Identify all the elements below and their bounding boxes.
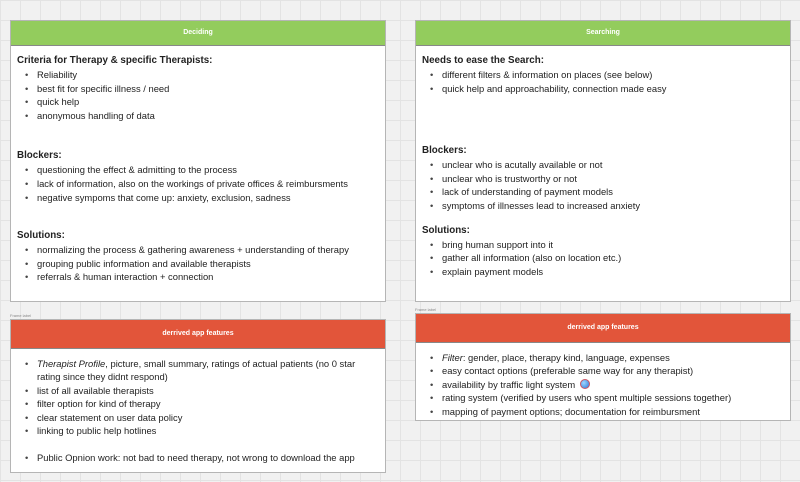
list-item: • linking to public help hotlines	[37, 424, 379, 437]
list-item: • Public Opnion work: not bad to need therapy, not wrong to download the app	[37, 451, 379, 464]
feature-desc: availability by traffic light system	[442, 378, 576, 390]
list-item	[442, 351, 784, 364]
list-item: • quick help	[37, 95, 379, 109]
needs-title: Needs to ease the Search:	[422, 55, 544, 66]
features-right-header: derrived app features	[416, 314, 790, 343]
list-item: • quick help and approachability, connection made easy	[442, 82, 784, 96]
blockers-list	[422, 158, 784, 212]
deciding-card[interactable]	[10, 20, 386, 302]
list-item: • best fit for specific illness / need	[37, 82, 379, 96]
list-item: • explain payment models	[442, 265, 784, 279]
searching-card[interactable]	[415, 20, 791, 302]
feature-desc: : gender, place, therapy kind, language, expenses	[462, 352, 670, 363]
list-item: • rating system (verified by users who spent multiple sessions together)	[442, 391, 784, 404]
searching-header: Searching	[416, 21, 790, 46]
list-item: • symptoms of illnesses lead to increased anxiety	[442, 199, 784, 213]
features-right-card[interactable]	[415, 313, 791, 421]
features-left-header: derrived app features	[11, 320, 385, 349]
features-left-card[interactable]	[10, 319, 386, 473]
list-item	[37, 357, 379, 384]
feature-name: Therapist Profile	[37, 358, 106, 369]
list-item: • gather all information (also on location etc.)	[442, 251, 784, 265]
list-item: • anonymous handling of data	[37, 109, 379, 123]
list-item: • negative sympoms that come up: anxiety, exclusion, sadness	[37, 191, 379, 205]
list-item: • list of all available therapists	[37, 384, 379, 397]
list-item: • unclear who is trustworthy or not	[442, 172, 784, 186]
frame-label: Frame label	[415, 307, 437, 312]
list-item: • filter option for kind of therapy	[37, 397, 379, 410]
list-item: • lack of information, also on the workings of private offices & reimbursments	[37, 177, 379, 191]
list-item: • normalizing the process & gathering awareness + understanding of therapy	[37, 243, 379, 257]
solutions-title: Solutions:	[422, 224, 470, 236]
list-item: • easy contact options (preferable same way for any therapist)	[442, 364, 784, 377]
needs-list	[422, 68, 784, 95]
solutions-list	[422, 238, 784, 279]
blockers-list	[17, 163, 379, 204]
list-item: • unclear who is acutally available or not	[442, 158, 784, 172]
traffic-light-icon	[580, 379, 590, 389]
features-right-list	[422, 351, 784, 418]
solutions-list	[17, 243, 379, 284]
list-item: • referrals & human interaction + connection	[37, 270, 379, 284]
list-item: • grouping public information and available therapists	[37, 257, 379, 271]
list-item: • mapping of payment options; documentation for reimbursment	[442, 405, 784, 418]
list-item: • lack of understanding of payment models	[442, 185, 784, 199]
deciding-header: Deciding	[11, 21, 385, 46]
blockers-title: Blockers:	[17, 150, 62, 162]
frame-label: Frame label	[10, 313, 32, 318]
spacer	[37, 437, 379, 450]
list-item	[442, 378, 784, 391]
list-item: • questioning the effect & admitting to the process	[37, 163, 379, 177]
list-item: • different filters & information on places (see below)	[442, 68, 784, 82]
criteria-title: Criteria for Therapy & specific Therapists:	[17, 55, 213, 66]
solutions-title: Solutions:	[17, 230, 65, 242]
list-item: • Reliability	[37, 68, 379, 82]
features-left-list	[17, 357, 379, 464]
list-item: • bring human support into it	[442, 238, 784, 252]
criteria-list	[17, 68, 379, 122]
blockers-title: Blockers:	[422, 145, 467, 157]
feature-desc: , picture, small summary, ratings of actual patients (no 0 star rating since they didnt respond)	[37, 358, 356, 383]
list-item: • clear statement on user data policy	[37, 411, 379, 424]
feature-name: Filter	[442, 352, 463, 363]
